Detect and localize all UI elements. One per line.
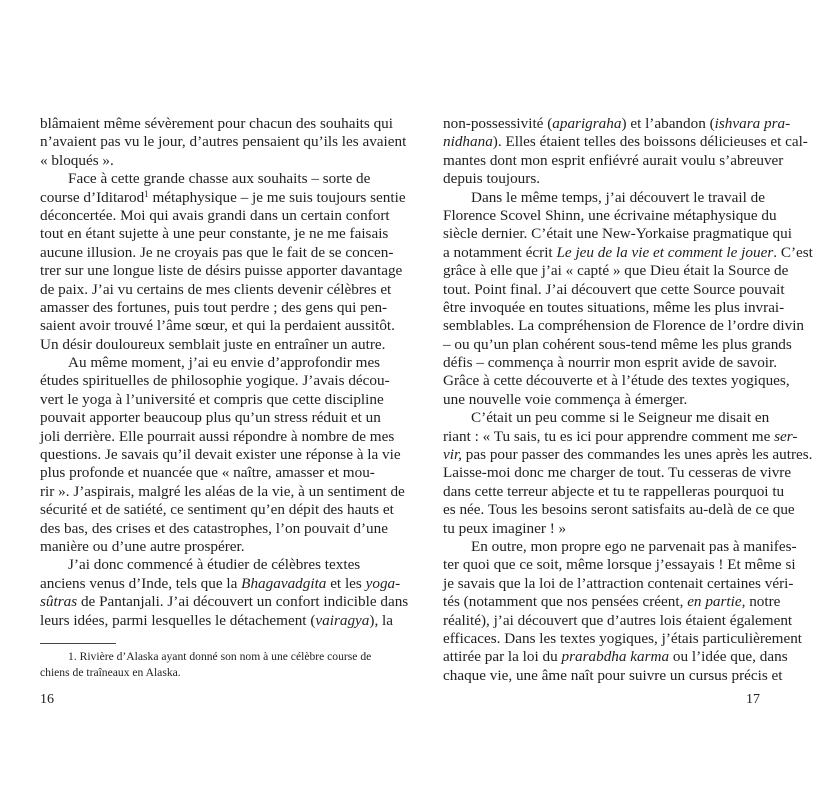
text-line bbox=[40, 298, 388, 317]
text-line bbox=[443, 446, 813, 464]
text-segment: C’était un peu comme si le Seigneur me disait en bbox=[471, 409, 770, 427]
text-line bbox=[443, 225, 792, 243]
text-line bbox=[443, 115, 791, 133]
text-segment: semblables. La compréhension de Florence de l’ordre divin bbox=[443, 317, 805, 335]
text-line bbox=[443, 464, 792, 482]
text-segment: n’avaient pas vu le jour, d’autres pensaient qu’ils les avaient bbox=[40, 133, 407, 151]
text-line bbox=[40, 133, 407, 151]
text-segment: amasser des fortunes, puis tout perdre ; des gens qui pen- bbox=[40, 298, 388, 316]
italic-text: ser- bbox=[774, 427, 798, 445]
text-segment: vert le yoga à l’université et compris que cette discipline bbox=[40, 390, 384, 408]
text-segment: leurs idées, parmi lesquelles le détachement ( bbox=[40, 611, 316, 629]
text-segment: depuis toujours. bbox=[443, 170, 541, 188]
text-line bbox=[40, 188, 406, 207]
text-segment: tu peux imaginer ! » bbox=[443, 519, 567, 537]
footnote-divider bbox=[40, 643, 116, 644]
text-line bbox=[443, 537, 797, 556]
text-segment: ). Elles étaient telles des boissons délicieuses et cal- bbox=[492, 133, 808, 151]
text-segment: de Pantanjali. J’ai découvert un confort indicible dans bbox=[77, 593, 409, 611]
text-segment: es née. Tous les besoins seront satisfaits au-delà de ce que bbox=[443, 501, 795, 519]
italic-text: sûtras bbox=[40, 593, 78, 611]
text-segment: être invoquée en toutes situations, même les plus invrai- bbox=[443, 298, 785, 316]
text-segment: études spirituelles de philosophie yogique. J’avais décou- bbox=[40, 372, 390, 390]
text-line bbox=[40, 354, 381, 372]
text-line bbox=[40, 335, 386, 354]
italic-text: Bhagavadgita bbox=[241, 574, 327, 592]
text-line bbox=[40, 482, 405, 501]
text-segment: de paix. J’ai vu certains de mes clients devenir célèbres et bbox=[40, 280, 392, 298]
footnote-line: 1. Rivière d’Alaska ayant donné son nom à une célèbre course de bbox=[68, 650, 372, 663]
text-line bbox=[443, 427, 798, 446]
text-line bbox=[40, 409, 381, 427]
text-line bbox=[443, 629, 803, 648]
italic-text: en partie, bbox=[687, 593, 746, 611]
text-segment: des bas, des crises et des catastrophes, l’on pouvait d’une bbox=[40, 519, 388, 537]
text-line bbox=[443, 354, 778, 372]
text-line bbox=[443, 372, 790, 390]
text-segment: dans cette terreur abjecte et tu te rappelleras pourquoi tu bbox=[443, 482, 785, 500]
text-line bbox=[40, 317, 395, 335]
text-segment: Au même moment, j’ai eu envie d’approfondir mes bbox=[68, 354, 381, 372]
text-segment: anciens venus d’Inde, tels que la bbox=[40, 574, 242, 592]
text-segment: Florence Scovel Shinn, une écrivaine métaphysique du bbox=[443, 206, 777, 224]
text-line bbox=[443, 409, 770, 427]
text-segment: siècle dernier. C’était une New-Yorkaise pragmatique qui bbox=[443, 225, 792, 243]
text-segment: a notamment écrit bbox=[443, 243, 557, 261]
page-number-right: 17 bbox=[746, 692, 760, 707]
text-segment: manière ou d’une autre prospérer. bbox=[40, 537, 245, 555]
text-line bbox=[443, 317, 805, 335]
text-segment: joli derrière. Elle pourrait aussi répondre à nombre de mes bbox=[40, 427, 395, 445]
text-segment: ou l’idée que, dans bbox=[669, 648, 788, 666]
text-segment: riant : « Tu sais, tu es ici pour apprendre comment me bbox=[443, 427, 775, 445]
italic-text: ishvara pra- bbox=[714, 115, 791, 132]
text-segment: pouvait apporter beaucoup plus qu’un stress réduit et un bbox=[40, 409, 381, 427]
text-segment: pas pour passer des commandes les unes après les autres. bbox=[461, 446, 813, 464]
text-segment: En outre, mon propre ego ne parvenait pas à manifes- bbox=[471, 537, 797, 555]
text-line bbox=[443, 262, 789, 280]
text-line bbox=[40, 556, 361, 574]
text-line bbox=[40, 115, 393, 133]
text-segment: course d’Iditarod bbox=[40, 188, 145, 206]
text-segment: Dans le même temps, j’ai découvert le travail de bbox=[471, 188, 765, 206]
text-segment: ), la bbox=[369, 611, 394, 629]
italic-text: aparigraha bbox=[552, 115, 622, 132]
text-line bbox=[443, 520, 761, 538]
text-segment: Laisse-moi donc me charger de tout. Tu cesseras de vivre bbox=[443, 464, 792, 482]
text-segment: Un désir douloureux semblait juste en entraîner un autre. bbox=[40, 335, 386, 353]
text-segment: ter quoi que ce soit, même lorsque j’essayais ! Et même si bbox=[443, 556, 796, 574]
text-line bbox=[40, 170, 371, 188]
text-line bbox=[40, 206, 390, 225]
text-segment: tés (notamment que nos pensées créent, bbox=[443, 593, 688, 611]
text-line bbox=[443, 574, 794, 593]
italic-text: vairagya bbox=[315, 611, 370, 629]
text-segment: ) et l’abandon ( bbox=[621, 115, 715, 132]
text-segment: notre bbox=[745, 593, 781, 611]
text-line bbox=[443, 206, 777, 225]
text-segment: et les bbox=[326, 574, 366, 592]
footnote-line: chiens de traîneaux en Alaska. bbox=[40, 666, 181, 679]
text-segment: sécurité et de satiété, ce sentiment qu’en dépit des hauts et bbox=[40, 501, 394, 519]
text-line bbox=[443, 648, 788, 666]
text-line bbox=[443, 611, 793, 630]
text-line bbox=[443, 298, 785, 317]
italic-text: yoga- bbox=[365, 574, 401, 592]
text-line bbox=[443, 556, 796, 574]
text-segment: plus profonde et nuancée que « naître, amasser et mou- bbox=[40, 464, 375, 482]
text-segment: défis – commença à nourrir mon esprit avide de savoir. bbox=[443, 354, 778, 372]
text-line bbox=[443, 482, 785, 501]
text-line bbox=[40, 538, 358, 556]
left-page-body bbox=[40, 115, 409, 630]
text-segment: métaphysique – je me suis toujours sentie bbox=[148, 188, 406, 206]
text-line bbox=[40, 501, 394, 519]
text-segment: mantes dont mon esprit enfiévré aurait voulu s’abreuver bbox=[443, 151, 784, 169]
text-line bbox=[40, 152, 358, 170]
text-line bbox=[40, 446, 401, 464]
text-segment: rir ». J’aspirais, malgré les aléas de la vie, à un sentiment de bbox=[40, 482, 405, 500]
footnote-marker: 1 bbox=[144, 188, 149, 199]
text-segment: réalité), j’ai découvert que d’autres lois étaient également bbox=[443, 611, 793, 629]
text-line bbox=[40, 225, 389, 243]
text-segment: déconcertée. Moi qui avais grandi dans un certain confort bbox=[40, 206, 390, 224]
text-segment: – ou qu’un plan cohérent sous-tend même les plus grands bbox=[443, 335, 792, 353]
text-segment: je savais que la loi de l’attraction contenait certaines véri- bbox=[443, 574, 794, 592]
text-line bbox=[40, 280, 392, 299]
text-segment: trer sur une longue liste de désirs puisse apporter davantage bbox=[40, 262, 403, 280]
italic-text: nidhana bbox=[443, 133, 493, 151]
text-line bbox=[443, 280, 785, 299]
text-line bbox=[40, 262, 403, 280]
text-segment: grâce à elle que j’ai « capté » que Dieu était la Source de bbox=[443, 262, 789, 280]
italic-text: Le jeu de la vie et comment le jouer bbox=[556, 243, 774, 261]
text-segment: « bloqués ». bbox=[40, 151, 114, 169]
text-line bbox=[40, 519, 388, 538]
text-segment: attirée par la loi du bbox=[443, 648, 562, 666]
text-segment: blâmaient même sévèrement pour chacun des souhaits qui bbox=[40, 115, 393, 132]
text-line bbox=[40, 464, 375, 482]
text-segment: Face à cette grande chasse aux souhaits – sorte de bbox=[68, 170, 371, 188]
text-segment: chaque vie, une âme naît pour suivre un cursus précis et bbox=[443, 666, 783, 684]
text-line bbox=[443, 593, 781, 611]
text-line bbox=[40, 390, 384, 409]
text-line bbox=[443, 243, 813, 262]
italic-text: prarabdha karma bbox=[561, 648, 670, 666]
text-segment: questions. Je savais qu’il devait exister une réponse à la vie bbox=[40, 446, 401, 464]
text-line bbox=[443, 151, 784, 170]
text-line bbox=[443, 188, 765, 207]
italic-text: vir, bbox=[443, 446, 462, 464]
right-page-body bbox=[443, 115, 813, 685]
text-line bbox=[443, 335, 792, 354]
text-line bbox=[443, 666, 783, 685]
text-segment: une nouvelle voie commença à émerger. bbox=[443, 390, 688, 408]
text-segment: efficaces. Dans les textes yogiques, j’étais particulièrement bbox=[443, 629, 803, 647]
text-line bbox=[40, 574, 401, 593]
text-segment: tout. Point final. J’ai découvert que cette Source pouvait bbox=[443, 280, 785, 298]
text-segment: Grâce à cette découverte et à l’étude des textes yogiques, bbox=[443, 372, 790, 390]
footnote bbox=[40, 649, 372, 681]
text-line bbox=[443, 391, 761, 409]
text-line bbox=[40, 243, 394, 262]
text-line bbox=[443, 501, 795, 519]
page-number-left: 16 bbox=[40, 692, 54, 707]
text-segment: non-possessivité ( bbox=[443, 115, 553, 132]
text-line bbox=[443, 170, 761, 188]
text-line bbox=[40, 427, 395, 446]
text-line bbox=[40, 593, 409, 611]
text-segment: saient avoir trouvé l’âme sœur, et qui la perdaient aussitôt. bbox=[40, 317, 395, 335]
text-segment: . C’est bbox=[773, 243, 813, 261]
text-line bbox=[443, 133, 808, 151]
text-segment: J’ai donc commencé à étudier de célèbres textes bbox=[68, 556, 361, 574]
text-segment: aucune illusion. Je ne croyais pas que le fait de se concen- bbox=[40, 243, 394, 261]
text-segment: tout en étant sujette à une peur constante, je ne me faisais bbox=[40, 225, 389, 243]
text-line bbox=[40, 611, 394, 630]
text-line bbox=[40, 372, 390, 390]
